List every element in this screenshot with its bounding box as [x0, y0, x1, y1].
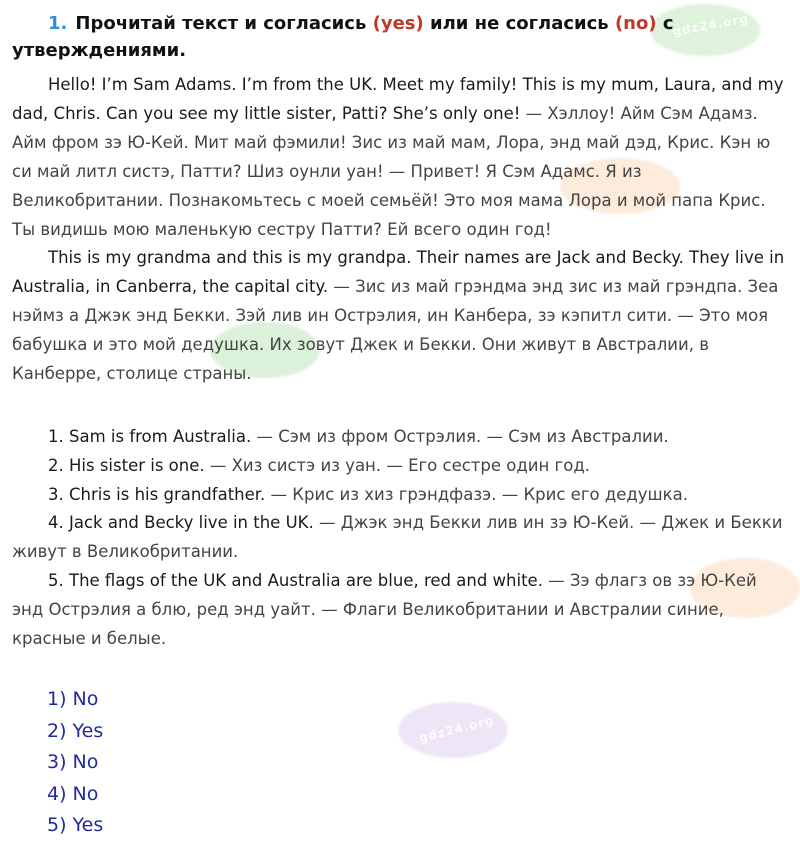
statement-4: [12, 508, 788, 566]
title-yes: (yes): [372, 13, 424, 34]
exercise-number: 1.: [48, 13, 68, 34]
statement-2-translation: — Хиз систэ из уан. — Его сестре один год.: [204, 456, 590, 475]
answer-item: 1) No: [47, 688, 99, 710]
answer-item: 3) No: [47, 751, 99, 773]
paragraph-2-translation: — Зис из май грэндма энд зис из май грэндпа. Зеа нэймз а Джэк энд Бекки. Зэй лив ин Острэлия, ин Канбера, зэ кэпитл сити. — Это моя бабушка и это мой дедушка. Их зовут Джек и Бекки. Они живут в Австралии, в Канберре, столице страны.: [12, 277, 779, 383]
statement-5-translation: — Зэ флагз ов зэ Ю-Кей энд Острэлия а блю, ред энд уайт. — Флаги Великобритании и Австралии синие, красные и белые.: [12, 571, 757, 648]
statement-3: [12, 480, 788, 509]
statement-3-english: 3. Chris is his grandfather.: [48, 485, 266, 504]
statement-4-english: 4. Jack and Becky live in the UK.: [48, 513, 314, 532]
title-text-2: или не согласись: [423, 13, 615, 34]
statement-1: [12, 422, 788, 451]
answer-item: 2) Yes: [47, 719, 104, 742]
text-paragraph-2: [12, 243, 788, 388]
paragraph-1-english: Hello! I’m Sam Adams. I’m from the UK. Meet my family! This is my mum, Laura, and my dad, Chris. Can you see my little sister, Patti? She’s only one!: [12, 75, 784, 123]
watermark-text: gdz24.org: [671, 11, 750, 39]
paragraph-2-english: This is my grandma and this is my grandpa. Their names are Jack and Becky. They live in Australia, in Canberra, the capital city.: [12, 248, 785, 296]
watermark-text-2: gdz24.org: [417, 712, 496, 746]
text-paragraph-1: [12, 70, 788, 244]
title-text-1: Прочитай текст и согласись: [75, 13, 373, 34]
answer-list: [47, 684, 103, 842]
answer-item: 5) Yes: [47, 814, 104, 836]
statement-5: [12, 566, 788, 653]
exercise-title: [12, 10, 792, 64]
title-no: (no): [614, 13, 657, 34]
statement-4-translation: — Джэк энд Бекки лив ин зэ Ю-Кей. — Джек и Бекки живут в Великобритании.: [12, 513, 783, 561]
title-text-3: с утверждениями.: [12, 13, 674, 61]
statement-5-english: 5. The flags of the UK and Australia are blue, red and white.: [48, 571, 543, 590]
statement-3-translation: — Крис из хиз грэндфазэ. — Крис его дедушка.: [265, 485, 688, 504]
statement-1-english: 1. Sam is from Australia.: [48, 427, 252, 446]
statement-2: [12, 451, 788, 480]
answer-item: 4) No: [47, 782, 99, 805]
statement-2-english: 2. His sister is one.: [48, 456, 205, 475]
paragraph-1-translation: — Хэллоу! Айм Сэм Адамз. Айм фром зэ Ю-Кей. Мит май фэмили! Зис из май мам, Лора, энд май дэд, Крис. Кэн ю си май литл систэ, Патти? Шиз оунли уан! — Привет! Я Сэм Адамс. Я из Великобритании. Познакомьтесь с моей семьёй! Это моя мама Лора и мой папа Крис. Ты видишь мою маленькую сестру Патти? Ей всего один год!: [12, 104, 771, 239]
statement-1-translation: — Сэм из фром Острэлия. — Сэм из Австралии.: [251, 427, 669, 446]
